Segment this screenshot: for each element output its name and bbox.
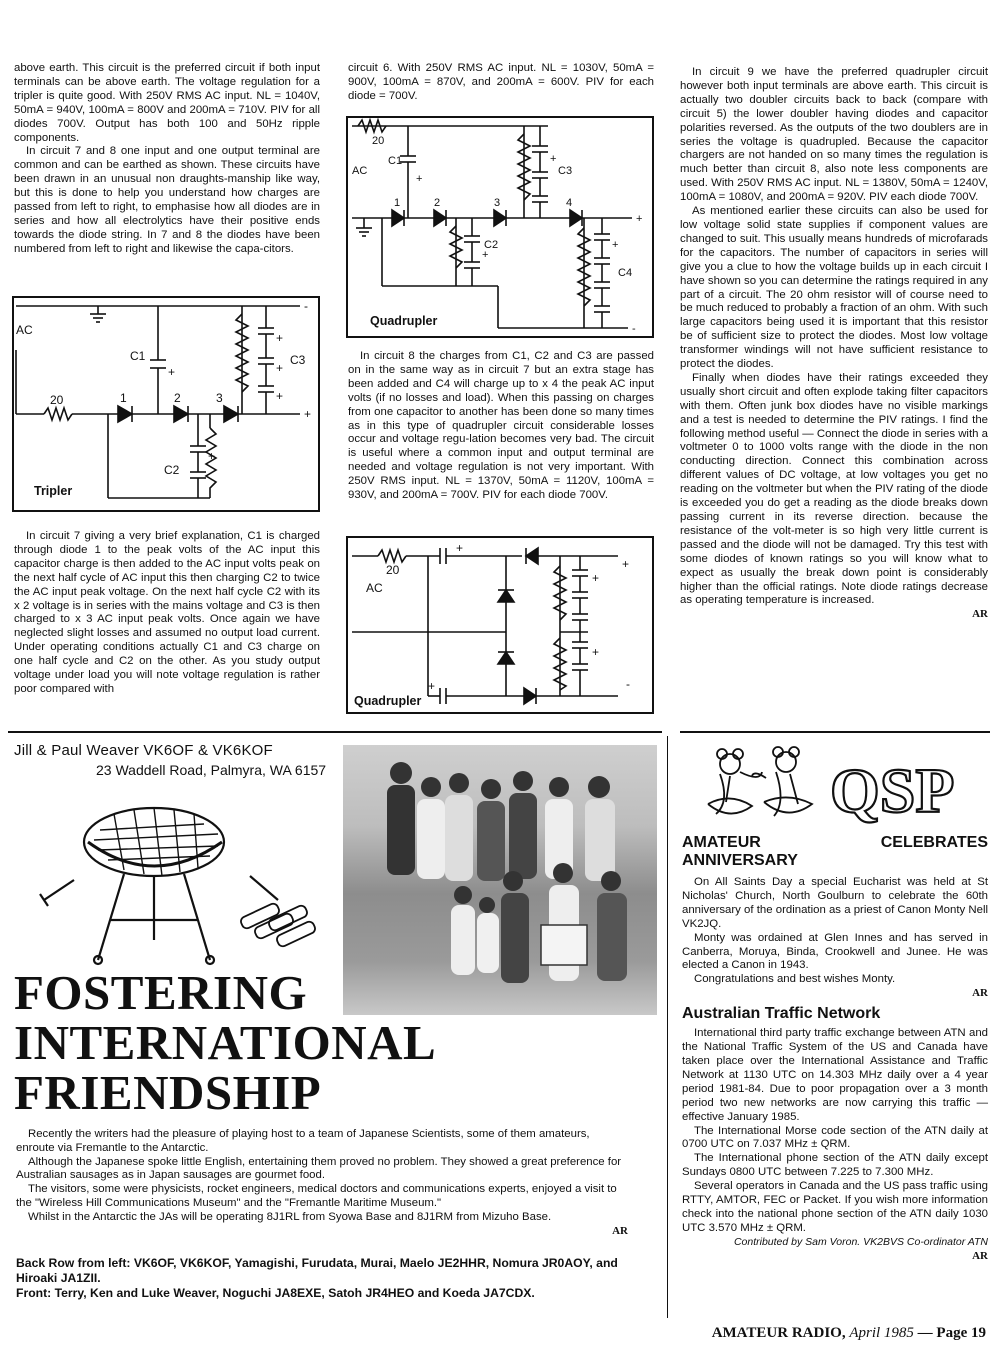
- column-1-top: [14, 62, 320, 257]
- paragraph: Recently the writers had the pleasure of playing host to a team of Japanese Scientists, some of them amateurs, enroute via Fremantle to the Antarctic.: [16, 1128, 590, 1154]
- tripler-schematic: [12, 296, 320, 512]
- caption-back-row: Back Row from left: VK6OF, VK6KOF, Yamagishi, Furudata, Murai, Maelo JE2HHR, Nomura JR0AOY, and Hiroaki JA1ZII.: [16, 1256, 618, 1285]
- column-2-top: [348, 62, 654, 104]
- resistor-label: 20: [372, 135, 385, 147]
- plus-sign: +: [592, 571, 600, 585]
- plus-sign: +: [276, 331, 284, 345]
- paragraph: Whilst in the Antarctic the JAs will be operating 8J1RL from Syowa Base and 8J1RM from Mizuho Base.: [28, 1210, 552, 1223]
- resistor-label: 20: [386, 563, 400, 577]
- plus-sign: +: [482, 249, 489, 261]
- c3-label: C3: [558, 165, 573, 177]
- paragraph: As mentioned earlier these circuits can also be used for low voltage solid state supplies if component values are changed to suit. This usually means hundreds of microfarads for the capacitors. The number of capacitors in series will give you a clue to how the voltage builds up in each circuit I have shown so you can determine the ratings required in any part of a circuit. The 20 ohm resistor will of course need to be much reduced to probably a fraction of an ohm. With such large capacitors being used it is important that this resistor be of sufficient size to protect the diodes. Most low voltage transformer windings will not have sufficient resistance to protect the diodes.: [680, 205, 988, 371]
- output-minus: -: [626, 677, 630, 691]
- ar-end-mark: AR: [612, 1224, 628, 1237]
- caption-front-row: Front: Terry, Ken and Luke Weaver, Noguchi JA8EXE, Satoh JR4HEO and Koeda JA7CDX.: [16, 1286, 535, 1300]
- c2-label: C2: [164, 463, 180, 477]
- news-heading: Australian Traffic Network: [682, 1005, 881, 1023]
- c2-label: C2: [484, 239, 499, 251]
- output-minus: -: [304, 299, 308, 313]
- article-title: [14, 965, 437, 1120]
- paragraph: Finally when diodes have their ratings exceeded they usually short circuit and often explode taking filter capacitors with them. Often junk box diodes have no visible markings and a test is needed to determine the PIV ratings. I find the following method useful — Connect the diode in series with a voltmeter 0 to 1000 volts range with the diode in the non conducting direction. Connect this combination across different values of DC voltage, at low voltages you get no reading on the voltmeter but when the PIV rating of the diode is exceeded you do get a reading as the diode breaks down passing current in its reverse direction. because the resistance of the volt-meter is so high very little current is passed and the diode will not be damaged. Try this test with some diodes of known ratings so you will know what to expect as usually the break down point is considerably higher than the official ratings. Note diode ratings decrease as operating temperature is increased.: [680, 371, 988, 607]
- article-body: [16, 1128, 628, 1238]
- plus-sign: +: [592, 645, 600, 659]
- diode-2-label: 2: [174, 391, 181, 405]
- plus-sign: +: [550, 153, 557, 165]
- news-heading: AMATEUR CELEBRATES ANNIVERSARY: [682, 834, 988, 869]
- article-authors: Jill & Paul Weaver VK6OF & VK6KOF: [14, 742, 273, 759]
- ac-label: AC: [366, 581, 383, 595]
- quadrupler-diagram: [348, 118, 652, 336]
- barbecue-illustration: [14, 790, 344, 966]
- page-footer: [712, 1325, 986, 1342]
- credit-line: Contributed by Sam Voron. VK2BVS Co-ordinator ATN: [733, 1235, 988, 1248]
- paragraph: The visitors, some were physicists, rocket engineers, medical doctors and communications experts, enjoyed a visit to the "Wireless Hill Communications Museum" and the "Fremantle Maritime Museum.": [16, 1183, 617, 1209]
- paragraph: Several operators in Canada and the US pass traffic using RTTY, AMTOR, FEC or Packet. If you wish more information check into the national phone section of the ATN daily 1030 UTC 3.570 MHz ± QRM.: [682, 1180, 988, 1234]
- title-line: INTERNATIONAL: [14, 1015, 437, 1070]
- plus-sign: +: [416, 173, 423, 185]
- diode-1-label: 1: [394, 197, 401, 209]
- title-line: FRIENDSHIP: [14, 1065, 322, 1120]
- photo-caption: [16, 1256, 656, 1301]
- ac-label: AC: [352, 165, 368, 177]
- title-line: FOSTERING: [14, 965, 308, 1020]
- ac-label: AC: [16, 323, 33, 337]
- paragraph: In circuit 9 we have the preferred quadrupler circuit however both input terminals are above earth. This circuit is actually two doubler circuits back to back (compare with circuit 5) the lower doubler having diodes and capacitor polarities reversed. As the outputs of the two doublers are in series the voltage is quadrupled. Because the capacitor chargers are not handed on so many times the regulation is much better than circuit 8, also note less components are used. With 250V RMS AC input. NL = 1380V, 50mA = 1240V, 100mA = 1080V, and 200mA = 920V. PIV each diode 700V.: [680, 66, 988, 204]
- diode-1-label: 1: [120, 391, 127, 405]
- schematic-title: Tripler: [34, 484, 73, 498]
- plus-sign: +: [456, 541, 464, 555]
- paragraph: The International phone section of the ATN daily except Sundays 0800 UTC between 7.225 to 7.300 MHz.: [682, 1152, 988, 1179]
- paragraph: Monty was ordained at Glen Innes and has served in Canberra, Moruya, Binda, Crookwell and Junee. He was elected a Canon in 1943.: [682, 931, 988, 972]
- paragraph: International third party traffic exchange between ATN and the National Traffic System of the US and Canada have taken place over the International Assistance and Traffic Network at 1130 UTC on 14.303 MHz daily over a 4 year period 1981-84. Due to poor propagation over a 3 month period two new networks are now carrying this traffic — effective January 1985.: [682, 1027, 988, 1123]
- qsp-logo-text: QSP: [830, 755, 955, 826]
- paragraph: In circuit 7 giving a very brief explanation, C1 is charged through diode 1 to the peak volts of the AC input this capacitor charge is then added to the AC input volts peak on the next half cycle of AC input this then charging C2 to twice the AC input peak voltage. On the next half cycle C2 with its x 2 voltage is in series with the mains voltage and C3 is then charged to x 3 AC input peak volts. Once again we have neglected slight losses and assumed no output load current. Under operating conditions actually C1 and C3 charge on one half cycle and C2 on the other. As you study output voltage under load you will note voltage regulation is rather poor compared with: [14, 530, 320, 695]
- page-number: — Page 19: [917, 1325, 986, 1341]
- paragraph: above earth. This circuit is the preferred circuit if both input terminals can be above earth. The voltage regulation for a tripler is quite good. With 250V RMS AC input. NL = 1040V, 50mA = 940V, 100mA = 800V and 200mA = 710V. PIV for all diodes 700V. Output has both 100 and 50Hz ripple components.: [14, 62, 320, 144]
- c1-label: C1: [130, 349, 146, 363]
- quadrupler-schematic-2: [346, 536, 654, 714]
- schematic-title: Quadrupler: [354, 694, 422, 708]
- plus-sign: +: [612, 239, 619, 251]
- qsp-logo: [690, 742, 990, 826]
- quadrupler-diagram: [348, 538, 652, 712]
- section-divider: [680, 731, 990, 733]
- column-divider: [667, 736, 668, 1318]
- paragraph: The International Morse code section of the ATN daily at 0700 UTC on 7.037 MHz ± QRM.: [682, 1124, 988, 1151]
- column-3: [680, 66, 988, 622]
- qsp-column: [682, 834, 988, 1264]
- article-address: 23 Waddell Road, Palmyra, WA 6157: [96, 762, 327, 778]
- output-plus: +: [636, 213, 643, 225]
- paragraph: On All Saints Day a special Eucharist was held at St Nicholas' Church, North Goulburn to celebrate the 60th anniversary of the ordination as a priest of Canon Monty Nell VK2JQ.: [682, 876, 988, 930]
- paragraph: In circuit 8 the charges from C1, C2 and C3 are passed on in the same way as in circuit 7 but an extra stage has been added and C4 will charge up to x 4 the peak AC input volts (if no losses and load). When this passing on charges from one capacitor to another has been done so many times as in this type of quadrupler circuit considerable losses occur and voltage regu-lation becomes very bad. The circuit is useful where a common input and output terminal are needed and voltage regulation is not very important. With 250V RMS input. NL = 1370V, 50mA = 1120V, 100mA = 930V, and 200mA = 700V. PIV for each diode 700V.: [348, 350, 654, 502]
- plus-sign: +: [276, 361, 284, 375]
- resistor-label: 20: [50, 393, 64, 407]
- quadrupler-schematic-1: [346, 116, 654, 338]
- c3-label: C3: [290, 353, 306, 367]
- diode-3-label: 3: [494, 197, 501, 209]
- diode-4-label: 4: [566, 197, 573, 209]
- plus-sign: +: [168, 365, 176, 379]
- paragraph: In circuit 7 and 8 one input and one output terminal are common and can be earthed as shown. These circuits have been drawn in an unusual non draughts-manship like way, but this is done to help you understand how charges are passed from left to right, to emphasise how all diodes are in series and how all electrolytics have their positive ends towards the diode string. In 7 and 8 the diodes have been numbered from left to right and likewise the capa-citors.: [14, 145, 320, 255]
- paragraph: Congratulations and best wishes Monty.: [694, 973, 896, 986]
- ar-end-mark: AR: [972, 608, 988, 621]
- diode-3-label: 3: [216, 391, 223, 405]
- issue-date: April 1985: [849, 1325, 914, 1341]
- magazine-name: AMATEUR RADIO,: [711, 1325, 846, 1341]
- diode-2-label: 2: [434, 197, 441, 209]
- schematic-title: Quadrupler: [370, 314, 438, 328]
- ar-end-mark: AR: [972, 1249, 988, 1262]
- paragraph: Although the Japanese spoke little English, entertaining them proved no problem. They showed a great preference for Australian sausages as in Japan sausages are gourmet food.: [16, 1155, 622, 1182]
- column-1-bottom: [14, 530, 320, 697]
- paragraph: circuit 6. With 250V RMS AC input. NL = 1030V, 50mA = 900V, 100mA = 870V, and 200mA = 600V. PIV for each diode = 700V.: [348, 62, 654, 102]
- section-divider: [8, 731, 662, 733]
- plus-sign: +: [276, 389, 284, 403]
- output-plus: +: [304, 407, 312, 421]
- output-plus: +: [622, 557, 630, 571]
- c4-label: C4: [618, 267, 633, 279]
- output-minus: -: [632, 323, 636, 335]
- column-2-middle: [348, 350, 654, 503]
- plus-sign: +: [428, 679, 436, 693]
- c1-label: C1: [388, 155, 403, 167]
- tripler-diagram: [14, 298, 318, 510]
- ar-end-mark: AR: [972, 987, 988, 1000]
- plus-sign: +: [208, 449, 216, 463]
